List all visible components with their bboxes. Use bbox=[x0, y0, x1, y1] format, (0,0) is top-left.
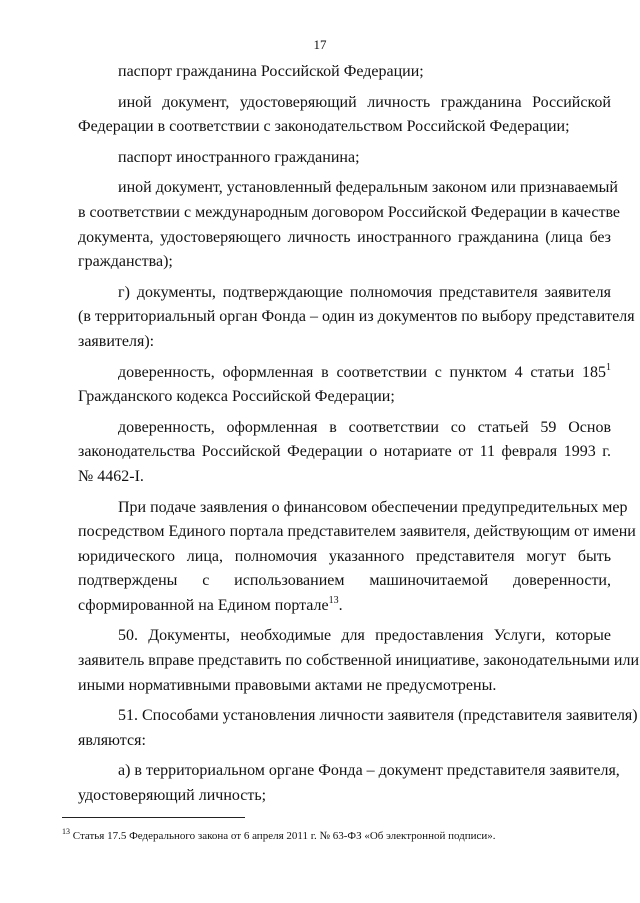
text-line bbox=[78, 361, 611, 386]
footnote-separator bbox=[62, 817, 245, 818]
paragraph-51-a bbox=[78, 759, 620, 808]
text-line: гражданства); bbox=[78, 253, 173, 271]
text-line: Гражданского кодекса Российской Федерации; bbox=[78, 388, 395, 406]
text-line: иной документ, удостоверяющий личность гражданина Российской bbox=[118, 93, 611, 111]
text-line: юридического лица, полномочия указанного представителя могут быть bbox=[78, 547, 611, 565]
text-line: законодательства Российской Федерации о нотариате от 11 февраля 1993 г. bbox=[78, 443, 611, 461]
footnote-text: Статья 17.5 Федерального закона от 6 апреля 2011 г. № 63-ФЗ «Об электронной подписи». bbox=[72, 830, 496, 842]
document-body bbox=[78, 60, 640, 809]
text-line: подтверждены с использованием машиночитаемой доверенности, bbox=[78, 572, 611, 590]
paragraph-51 bbox=[78, 704, 638, 753]
superscript-article-number: 1 bbox=[606, 361, 611, 373]
paragraph-power-of-attorney-notary bbox=[78, 416, 611, 490]
text-line: удостоверяющий личность; bbox=[78, 787, 267, 805]
paragraph-unified-portal bbox=[78, 496, 636, 619]
text-line: № 4462-I. bbox=[78, 467, 144, 485]
text-line: паспорт иностранного гражданина; bbox=[118, 148, 360, 166]
text-line: в соответствии с международным договором Российской Федерации в качестве bbox=[78, 203, 620, 221]
text-line: заявитель вправе представить по собственной инициативе, законодательными или bbox=[78, 652, 640, 670]
text-line-content: доверенность, оформленная в соответствии с пунктом 4 статьи 185 bbox=[118, 363, 606, 381]
footnote bbox=[62, 829, 622, 843]
text-line: (в территориальный орган Фонда – один из документов по выбору представителя bbox=[78, 308, 635, 326]
text-line: иной документ, установленный федеральным законом или признаваемый bbox=[118, 179, 618, 197]
text-line: посредством Единого портала представителем заявителя, действующим от имени bbox=[78, 523, 636, 541]
text-line: а) в территориальном органе Фонда – документ представителя заявителя, bbox=[118, 762, 620, 780]
text-line: 51. Способами установления личности заявителя (представителя заявителя) bbox=[118, 707, 638, 725]
text-line: являются: bbox=[78, 731, 146, 749]
text-line: документа, удостоверяющего личность иностранного гражданина (лица без bbox=[78, 228, 611, 246]
text-line: г) документы, подтверждающие полномочия представителя заявителя bbox=[118, 283, 611, 301]
text-line: паспорт гражданина Российской Федерации; bbox=[118, 63, 424, 80]
paragraph-50 bbox=[78, 624, 640, 698]
text-line: Федерации в соответствии с законодательством Российской Федерации; bbox=[78, 118, 570, 136]
text-line: 50. Документы, необходимые для предоставления Услуги, которые bbox=[118, 627, 611, 645]
text-line: заявителя): bbox=[78, 332, 155, 350]
text-line: При подаче заявления о финансовом обеспечении предупредительных мер bbox=[118, 498, 628, 516]
text-line: доверенность, оформленная в соответствии со статьей 59 Основ bbox=[118, 418, 611, 436]
paragraph-other-document-rf bbox=[78, 91, 611, 140]
footnote-number: 13 bbox=[62, 827, 70, 836]
paragraph-other-document-foreign bbox=[78, 176, 620, 274]
paragraph-passport-rf bbox=[78, 60, 611, 85]
text-line: иными нормативными правовыми актами не предусмотрены. bbox=[78, 676, 497, 694]
text-line-content: сформированной на Едином портале bbox=[78, 596, 329, 614]
page-number: 17 bbox=[313, 37, 327, 52]
paragraph-foreign-passport bbox=[78, 146, 611, 171]
paragraph-representative-documents bbox=[78, 281, 635, 355]
paragraph-power-of-attorney-civil-code bbox=[78, 361, 611, 410]
text-line: сформированной на Едином портале$^{13}$. bbox=[78, 594, 343, 614]
footnote-reference: 13 bbox=[328, 594, 339, 606]
